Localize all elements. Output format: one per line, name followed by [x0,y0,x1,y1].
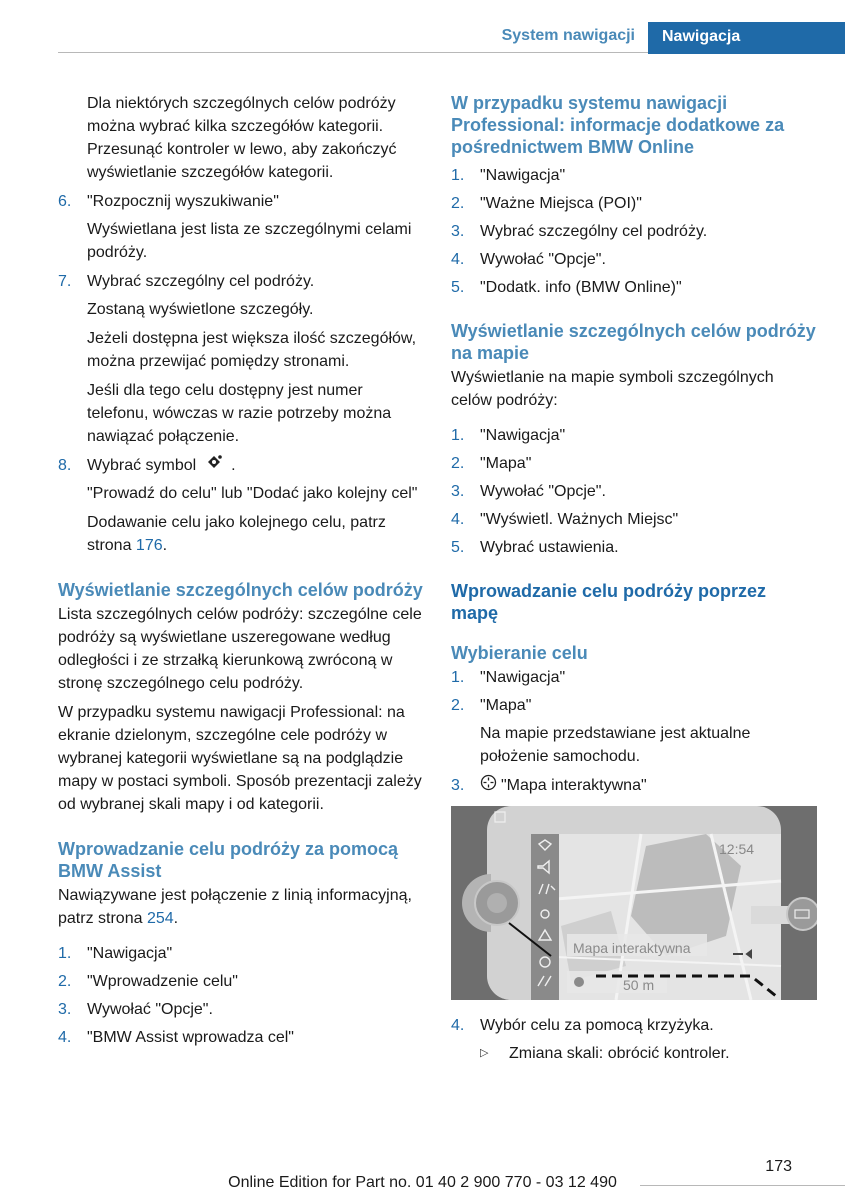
step-text: "Nawigacja" [480,167,566,184]
step-number: 2. [58,973,72,991]
list-item [451,192,817,215]
list-item [451,666,817,689]
step-number: 3. [451,223,465,240]
screen-interactive-map-label: Mapa interaktywna [573,940,691,956]
list-item [451,452,817,475]
list-item [58,942,424,965]
right-column [451,92,817,1065]
step-text: Wybrać szczególny cel podróży. [87,273,315,290]
step-number: 1. [58,945,72,963]
list-item [58,1026,424,1049]
list-item [58,970,424,993]
step-text: Wywołać "Opcje". [480,251,606,268]
poi-display-paragraph-2: W przypadku systemu nawigacji Professional: na ekranie dzielonym, szczególne cele podróży w wybranej kategorii wyświetlane są na podglądzie mapy w postaci symboli. Sposób prezentacji zależy od wybranej skali mapy i od kategorii. [58,704,422,814]
idrive-map-screenshot [451,806,817,1000]
page-number: 173 [765,1158,792,1175]
step-number: 5. [451,279,465,296]
section-heading-poi-display: Wyświetlanie szczególnych celów podróży [58,580,423,601]
step-text: "Dodatk. info (BMW Online)" [480,279,682,296]
step-number: 3. [451,483,465,500]
page-link-254[interactable]: 254 [146,910,174,928]
left-column [58,92,424,1054]
step-text: "Wyświetl. Ważnych Miejsc" [480,511,679,528]
screen-scale-label: 50 m [623,977,655,993]
step-number: 4. [451,1017,465,1034]
bullet-marker: ▷ [480,1047,489,1059]
step-text: "Nawigacja" [480,427,566,444]
poi-display-paragraph-1: Lista szczególnych celów podróży: szczególne cele podróży są wyświetlane uszeregowane według odległości i ze strzałką kierunkową zwróconą w stronę szczególnego celu podróży. [58,606,422,693]
step-7-detail-3: Jeśli dla tego celu dostępny jest numer telefonu, wówczas w razie potrzeby można nawiązać połączenie. [87,382,392,445]
list-item [58,998,424,1021]
step-text: "Nawigacja" [480,669,566,686]
step-text: Wywołać "Opcje". [480,483,606,500]
header-chapter-tab: Nawigacja [648,22,845,54]
step-6-detail: Wyświetlana jest lista ze szczególnymi celami podróży. [87,221,412,261]
bullet-text: Zmiana skali: obrócić kontroler. [509,1045,730,1062]
poi-on-map-paragraph: Wyświetlanie na mapie symboli szczególnych celów podróży: [451,369,774,409]
list-item [451,536,817,559]
bmw-assist-text-end: . [173,910,179,928]
step-number: 7. [58,273,72,290]
step-number: 5. [451,539,465,556]
step-number: 3. [58,1001,72,1019]
bmw-assist-text: Nawiązywane jest połączenie z linią informacyjną, patrz strona [58,887,412,928]
list-item [451,774,817,798]
step-8-text-before: Wybrać symbol [87,457,197,474]
step-8 [58,454,424,477]
bmw-assist-paragraph [58,884,424,930]
step-8-detail-end: . [162,537,168,555]
step-6 [58,190,424,213]
step-text: "BMW Assist wprowadza cel" [87,1029,294,1047]
step-text: Wywołać "Opcje". [87,1001,213,1019]
list-item [451,480,817,503]
step-7 [58,270,424,293]
footer-edition-note: Online Edition for Part no. 01 40 2 900 770 - 03 12 490 [228,1174,617,1191]
list-item [451,424,817,447]
step-8-text-after: . [231,457,236,474]
step-8-detail-2 [87,511,424,557]
step-number: 2. [451,455,465,472]
step-number: 3. [451,777,465,794]
step-number: 4. [58,1029,72,1047]
step-2-detail: Na mapie przedstawiane jest aktualne położenie samochodu. [480,725,751,765]
step-text: "Rozpocznij wyszukiwanie" [87,193,279,210]
list-item [451,220,817,243]
list-item [451,508,817,531]
step-text: "Mapa" [480,697,532,714]
intro-paragraph: Dla niektórych szczególnych celów podróży można wybrać kilka szczegółów kategorii. Przesunąć kontroler w lewo, aby zakończyć wyświetlanie szczegółów kategorii. [87,95,397,181]
page-link-176[interactable]: 176 [135,537,163,555]
step-number: 4. [451,511,465,528]
poi-symbol-icon [205,454,223,477]
step-7-detail-2: Jeżeli dostępna jest większa ilość szczegółów, można przewijać pomiędzy stronami. [87,330,417,370]
step-text: "Wprowadzenie celu" [87,973,238,991]
list-item [451,248,817,271]
step-3-label: "Mapa interaktywna" [501,777,647,795]
list-item [451,1014,817,1037]
header-section-title: System nawigacji [501,27,635,44]
step-number: 8. [58,457,72,474]
step-7-detail-1: Zostaną wyświetlone szczegóły. [87,301,314,318]
section-heading-destination-via-map: Wprowadzanie celu podróży poprzez mapę [451,581,767,623]
step-8-detail-1: "Prowadź do celu" lub "Dodać jako kolejny cel" [87,485,418,503]
step-number: 1. [451,427,465,444]
step-text: "Nawigacja" [87,945,173,963]
step-text: Wybrać szczególny cel podróży. [480,223,708,240]
step-text: "Ważne Miejsca (POI)" [480,195,642,212]
step-text: Wybór celu za pomocą krzyżyka. [480,1017,714,1034]
step-text: Wybrać ustawienia. [480,539,619,556]
crosshair-icon [480,774,497,798]
step-number: 2. [451,697,465,714]
step-text [87,454,424,477]
section-heading-bmw-online: W przypadku systemu nawigacji Professional: informacje dodatkowe za pośrednictwem BMW Online [451,93,785,157]
step-number: 4. [451,251,465,268]
step-8-detail-text: Dodawanie celu jako kolejnego celu, patrz strona [87,514,386,555]
step-number: 1. [451,669,465,686]
section-heading-bmw-assist: Wprowadzanie celu podróży za pomocą BMW Assist [58,839,399,882]
list-item [451,276,817,299]
list-item [451,694,817,717]
step-number: 6. [58,193,72,210]
step-text [480,774,817,798]
step-number: 1. [451,167,465,184]
list-item [451,164,817,187]
section-heading-select-destination: Wybieranie celu [451,643,588,663]
screen-clock: 12:54 [719,841,755,857]
step-text: "Mapa" [480,455,532,472]
section-heading-poi-on-map: Wyświetlanie szczególnych celów podróży na mapie [451,321,816,363]
bullet-item [480,1042,817,1065]
step-number: 2. [451,195,465,212]
